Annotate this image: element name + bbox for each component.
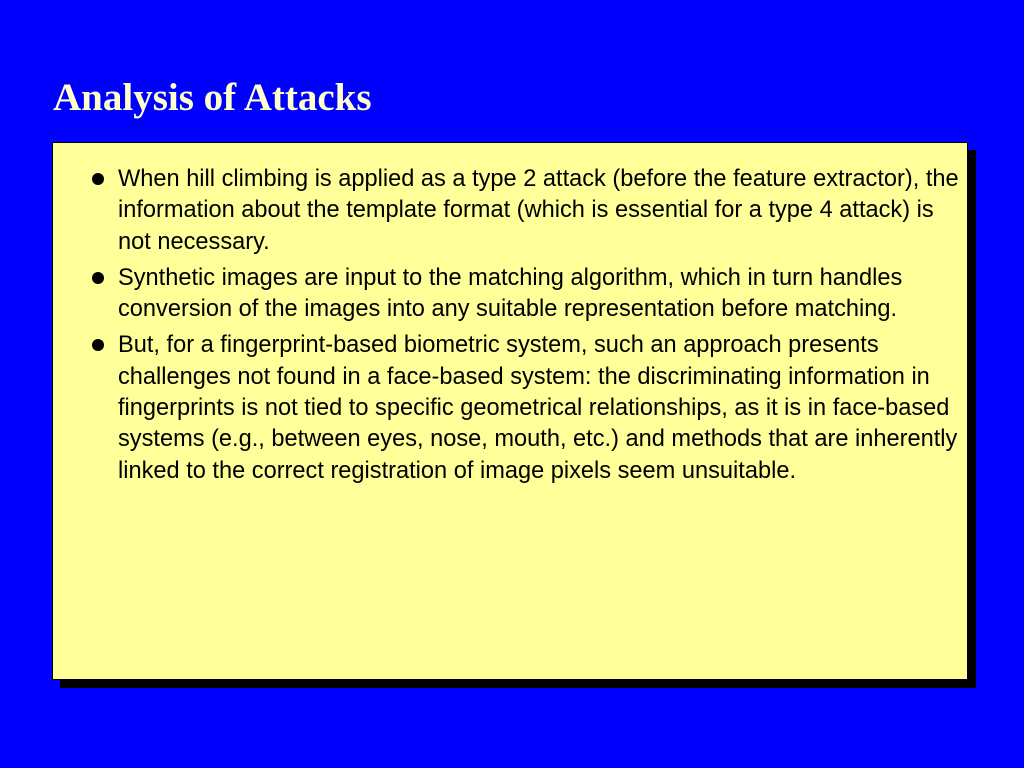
bullet-icon [92, 272, 104, 284]
bullet-text: When hill climbing is applied as a type 2 attack (before the feature extractor), the information about the template format (which is essential for a type 4 attack) is not necessary. [118, 166, 959, 255]
bullet-text: But, for a fingerprint-based biometric system, such an approach presents challenges not found in a face-based system: the discriminating information in fingerprints is not tied to specific geometrical relationships, as it is in face-based systems (e.g., between eyes, nose, mouth, etc.) and methods that are inherently linked to the correct registration of image pixels seem unsuitable. [118, 332, 958, 484]
bullet-item [90, 263, 960, 326]
bullet-icon [92, 173, 104, 185]
content-box [52, 142, 968, 680]
bullet-icon [92, 339, 104, 351]
bullet-list [90, 164, 960, 492]
bullet-item [90, 164, 960, 258]
bullet-text: Synthetic images are input to the matching algorithm, which in turn handles conversion of the images into any suitable representation before matching. [118, 264, 903, 323]
slide-title: Analysis of Attacks [53, 76, 372, 119]
bullet-item [90, 330, 960, 486]
